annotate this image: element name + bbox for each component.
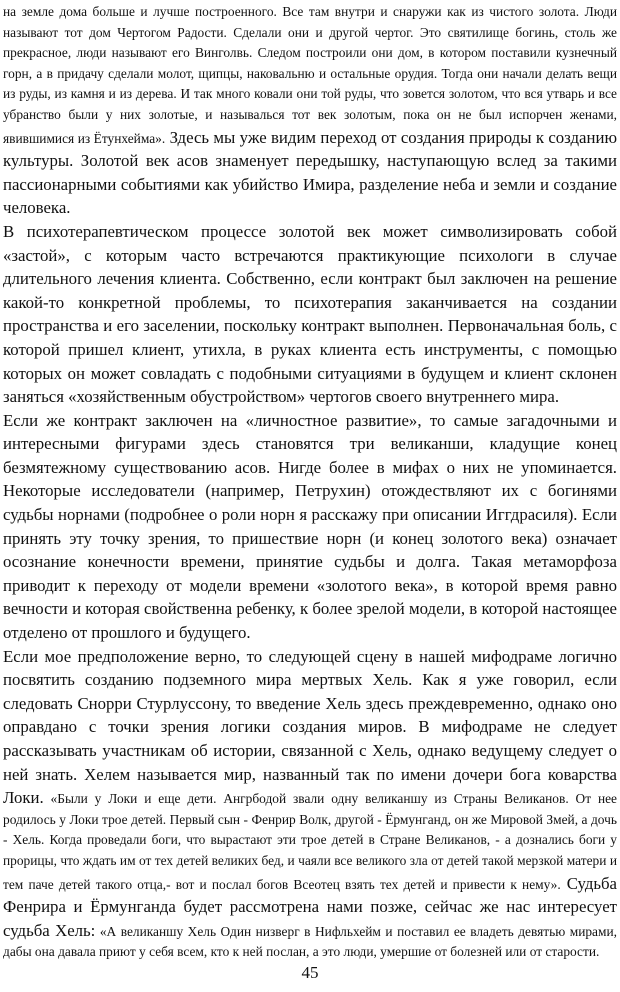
body-text: Если же контракт заключен на «личностное развитие», то самые загадочными и интересными фигурами здесь становятся три великанши, кладущие конец безмятежному существованию асов. Нигде более в мифах о них не упоминается. Некоторые исследователи (например, Петрухин) отождествляют их с богинями судьбы норнами (подробнее о роли норн я расскажу при описании Иггдрасиля). Если принять эту точку зрения, то пришествие норн (и конец золотого века) означает осознание конечности времени, принятие судьбы и долга. Такая метаморфоза приводит к переходу от модели времени «золотого века», в которой время равно вечности и которая свойственна ребенку, к более зрелой модели, в которой настоящее отделено от прошлого и будущего. (3, 410, 617, 643)
paragraph (3, 2, 617, 220)
quote-text: на земле дома больше и лучше построенного. Все там внутри и снаружи как из чистого золота. Люди называют тот дом Чертогом Радости. Сделали они и другой чертог. Это святилище богинь, столь же прекрасное, люди называют его Винголвь. Следом построили они дом, в котором поставили кузнечный горн, а в придачу сделали молот, щипцы, наковальню и остальные орудия. Тогда они начали делать вещи из руды, из камня и из дерева. И так много ковали они той руды, что зовется золотом, что вся утварь и все убранство были у них золотые, и называлься тот век золотым, пока он не был испорчен женами, явившимися из Ётунхейма». (3, 4, 617, 146)
page-number: 45 (301, 963, 319, 982)
quote-text: «А великаншу Хель Один низверг в Нифльхейм и поставил ее владеть девятью мирами, дабы она давала приют у себя всем, кто к ней послан, а это люди, умершие от болезней или от старости. (3, 923, 617, 960)
paragraph (3, 645, 617, 963)
quote-text: «Были у Локи и еще дети. Ангрбодой звали одну великаншу из Страны Великанов. От нее родилось у Локи трое детей. Первый сын - Фенрир Волк, другой - Ёрмунганд, он же Мировой Змей, а дочь - Хель. Когда проведали боги, что вырастают эти трое детей в Стране Великанов, - а дознались боги у прорицы, что ждать им от тех детей великих бед, и чаяли все великого зла от детей такой мерзкой матери и тем паче детей такого отца,- вот и послал богов Всеотец взять тех детей и привести к нему». (3, 791, 617, 892)
body-text: Здесь мы уже видим переход от создания природы к созданию культуры. Золотой век асов знаменует передышку, наступающую вслед за такими пассионарными событиями как убийство Имира, разделение неба и земли и создание человека. (3, 127, 617, 218)
body-text: Если мое предположение верно, то следующей сцену в нашей мифодраме логично посвятить созданию подземного мира мертвых Хель. Как я уже говорил, если следовать Снорри Стурлуссону, то введение Хель здесь преждевременно, однако оно оправдано с точки зрения логики создания миров. В мифодраме не следует рассказывать участникам об истории, связанной с Хель, однако ведущему следует о ней знать. Хелем называется мир, названный так по имени дочери бога коварства Локи. (3, 646, 617, 808)
paragraph (3, 409, 617, 645)
text-body (3, 2, 617, 963)
body-text: Судьба Фенрира и Ёрмунганда будет рассмотрена нами позже, сейчас же нас интересует судьба Хель: (3, 873, 618, 940)
paragraph (3, 220, 617, 409)
body-text: В психотерапевтическом процессе золотой век может символизировать собой «застой», с которым часто встречаются практикующие психологи в случае длительного лечения клиента. Собственно, если контракт был заключен на решение какой-то конкретной проблемы, то психотерапия заканчивается на создании пространства и его заселении, поскольку контракт выполнен. Первоначальная боль, с которой пришел клиент, утихла, в руках клиента есть инструменты, с помощью которых он может совладать с подобными ситуациями в будущем и клиент склонен заняться «хозяйственным обустройством» чертогов своего внутреннего мира. (3, 221, 617, 407)
